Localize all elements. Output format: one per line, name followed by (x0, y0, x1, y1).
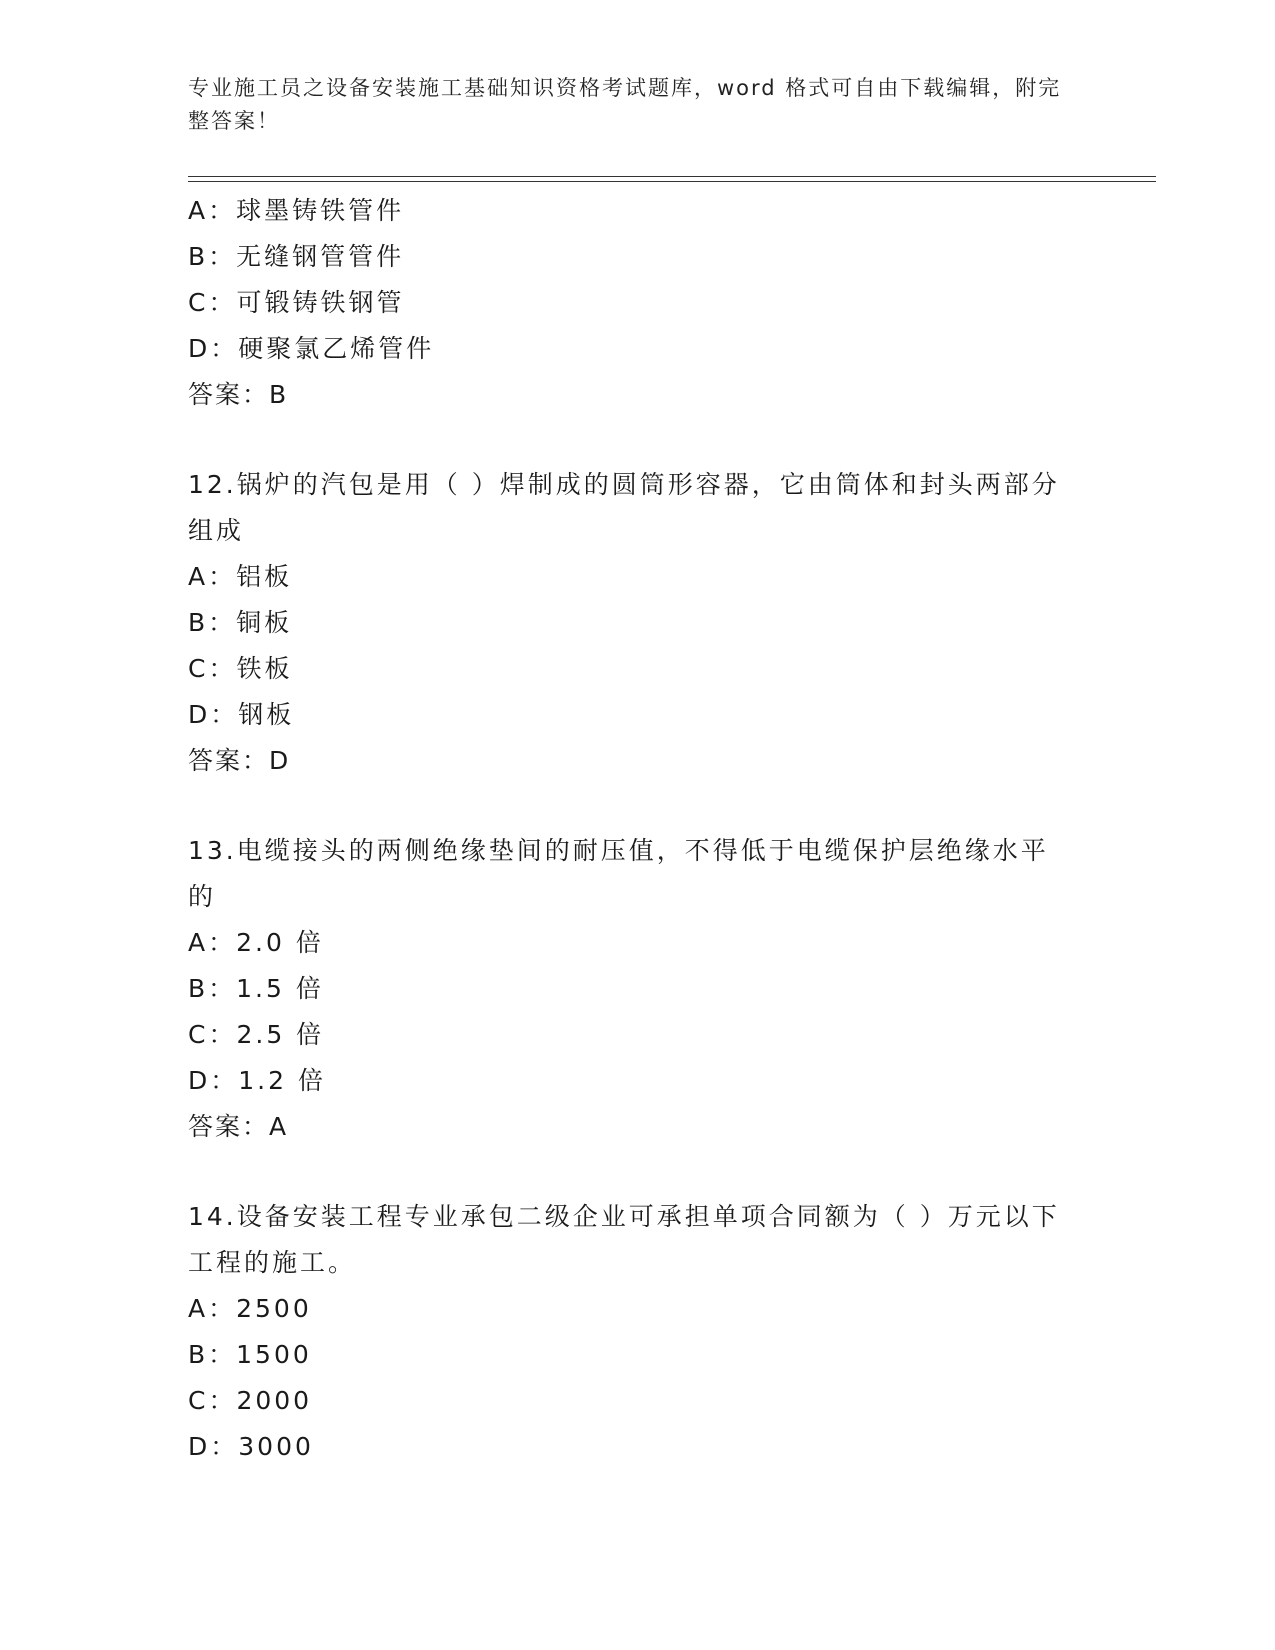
option-a (188, 554, 1088, 600)
question-13 (188, 828, 1088, 1150)
option-c (188, 646, 1088, 692)
option-text: 1.2 倍 (238, 1066, 326, 1095)
question-number: 12. (188, 470, 237, 499)
option-text: 3000 (238, 1432, 314, 1461)
question-number: 13. (188, 836, 237, 865)
question-11-tail (188, 188, 1088, 418)
question-12 (188, 462, 1088, 784)
option-d (188, 1424, 1088, 1470)
option-a (188, 920, 1088, 966)
option-label: A： (188, 928, 237, 957)
option-label: B： (188, 1340, 237, 1369)
option-b (188, 1332, 1088, 1378)
option-text: 无缝钢管管件 (236, 242, 405, 271)
answer-value: D (269, 746, 291, 775)
option-text: 2.5 倍 (236, 1020, 325, 1049)
option-text: 球墨铸铁管件 (236, 196, 405, 225)
option-text: 2.0 倍 (236, 928, 324, 957)
question-text: 设备安装工程专业承包二级企业可承担单项合同额为（ ）万元以下工程的施工。 (188, 1202, 1060, 1277)
question-number: 14. (188, 1202, 237, 1231)
option-text: 钢板 (238, 700, 295, 729)
option-b (188, 234, 1088, 280)
answer-line (188, 1104, 1088, 1150)
header-title: 专业施工员之设备安装施工基础知识资格考试题库，word 格式可自由下载编辑，附完整答案！ (188, 76, 1062, 133)
option-label: A： (188, 562, 237, 591)
option-text: 铁板 (236, 654, 293, 683)
option-text: 1.5 倍 (236, 974, 324, 1003)
option-label: C： (188, 1020, 237, 1049)
option-c (188, 1378, 1088, 1424)
option-label: B： (188, 242, 237, 271)
option-a (188, 1286, 1088, 1332)
answer-label: 答案： (188, 1112, 270, 1141)
question-stem (188, 1194, 1068, 1286)
option-b (188, 600, 1088, 646)
option-label: B： (188, 608, 237, 637)
answer-label: 答案： (188, 746, 270, 775)
answer-label: 答案： (188, 380, 270, 409)
question-text: 锅炉的汽包是用（ ）焊制成的圆筒形容器，它由筒体和封头两部分组成 (188, 470, 1060, 545)
header-divider-bottom (188, 181, 1156, 182)
option-c (188, 280, 1088, 326)
answer-line (188, 738, 1088, 784)
question-stem (188, 828, 1068, 920)
option-label: C： (188, 1386, 237, 1415)
option-label: B： (188, 974, 237, 1003)
header-divider-top (188, 176, 1156, 177)
option-c (188, 1012, 1088, 1058)
answer-value: B (269, 380, 289, 409)
option-d (188, 692, 1088, 738)
question-14 (188, 1194, 1088, 1470)
option-d (188, 326, 1088, 372)
option-label: A： (188, 1294, 237, 1323)
answer-line (188, 372, 1088, 418)
question-stem (188, 462, 1068, 554)
option-label: D： (188, 700, 239, 729)
document-header (188, 72, 1068, 138)
option-text: 1500 (236, 1340, 312, 1369)
option-label: C： (188, 288, 237, 317)
option-text: 2500 (236, 1294, 312, 1323)
option-text: 2000 (236, 1386, 313, 1415)
option-label: D： (188, 1066, 239, 1095)
option-text: 铝板 (236, 562, 293, 591)
option-label: D： (188, 334, 239, 363)
option-label: A： (188, 196, 237, 225)
option-label: D： (188, 1432, 239, 1461)
spacer (188, 418, 1088, 462)
option-text: 硬聚氯乙烯管件 (238, 334, 435, 363)
question-list (188, 188, 1088, 1470)
option-text: 可锻铸铁钢管 (236, 288, 405, 317)
spacer (188, 1150, 1088, 1194)
question-text: 电缆接头的两侧绝缘垫间的耐压值，不得低于电缆保护层绝缘水平的 (188, 836, 1049, 911)
answer-value: A (269, 1112, 289, 1141)
option-label: C： (188, 654, 237, 683)
option-d (188, 1058, 1088, 1104)
option-b (188, 966, 1088, 1012)
spacer (188, 784, 1088, 828)
option-text: 铜板 (236, 608, 293, 637)
option-a (188, 188, 1088, 234)
